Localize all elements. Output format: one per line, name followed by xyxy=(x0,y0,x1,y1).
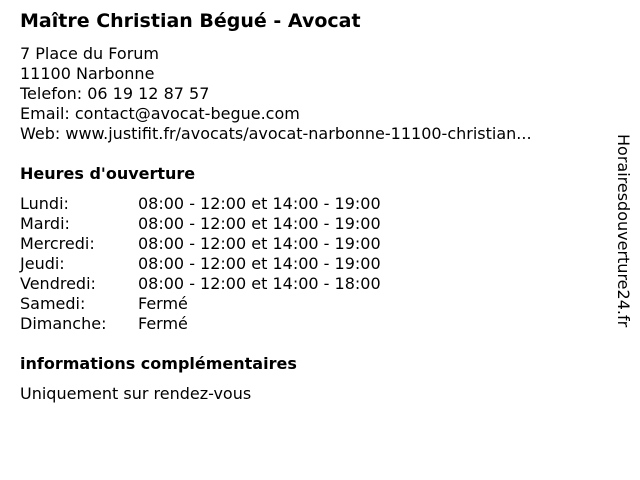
day-label: Mardi: xyxy=(20,214,70,233)
hours-row-sunday xyxy=(20,314,381,334)
page-title: Maître Christian Bégué - Avocat xyxy=(20,10,361,32)
day-label: Lundi: xyxy=(20,194,69,213)
address-city: 11100 Narbonne xyxy=(20,64,155,83)
additional-info-heading: informations complémentaires xyxy=(20,354,297,373)
hours-value: 08:00 - 12:00 et 14:00 - 19:00 xyxy=(138,214,381,233)
opening-hours-table xyxy=(20,194,381,334)
day-label: Jeudi: xyxy=(20,254,65,273)
website-text: Web: www.justifit.fr/avocats/avocat-narbonne-11100-christian... xyxy=(20,124,532,143)
phone-text: Telefon: 06 19 12 87 57 xyxy=(20,84,210,103)
hours-value: Fermé xyxy=(138,294,188,313)
contact-block xyxy=(20,44,532,144)
day-label: Vendredi: xyxy=(20,274,96,293)
hours-value: Fermé xyxy=(138,314,188,333)
additional-info-text: Uniquement sur rendez-vous xyxy=(20,384,252,403)
hours-row-thursday xyxy=(20,254,381,274)
hours-row-saturday xyxy=(20,294,381,314)
hours-value: 08:00 - 12:00 et 14:00 - 19:00 xyxy=(138,234,381,253)
day-label: Samedi: xyxy=(20,294,86,313)
day-label: Dimanche: xyxy=(20,314,107,333)
hours-row-friday xyxy=(20,274,381,294)
hours-value: 08:00 - 12:00 et 14:00 - 18:00 xyxy=(138,274,381,293)
hours-value: 08:00 - 12:00 et 14:00 - 19:00 xyxy=(138,194,381,213)
hours-value: 08:00 - 12:00 et 14:00 - 19:00 xyxy=(138,254,381,273)
day-label: Mercredi: xyxy=(20,234,95,253)
opening-hours-heading: Heures d'ouverture xyxy=(20,164,196,183)
hours-row-wednesday xyxy=(20,234,381,254)
email-text: Email: contact@avocat-begue.com xyxy=(20,104,300,123)
address-street: 7 Place du Forum xyxy=(20,44,159,63)
site-watermark: Horairesdouverture24.fr xyxy=(614,134,633,328)
hours-row-tuesday xyxy=(20,214,381,234)
hours-row-monday xyxy=(20,194,381,214)
